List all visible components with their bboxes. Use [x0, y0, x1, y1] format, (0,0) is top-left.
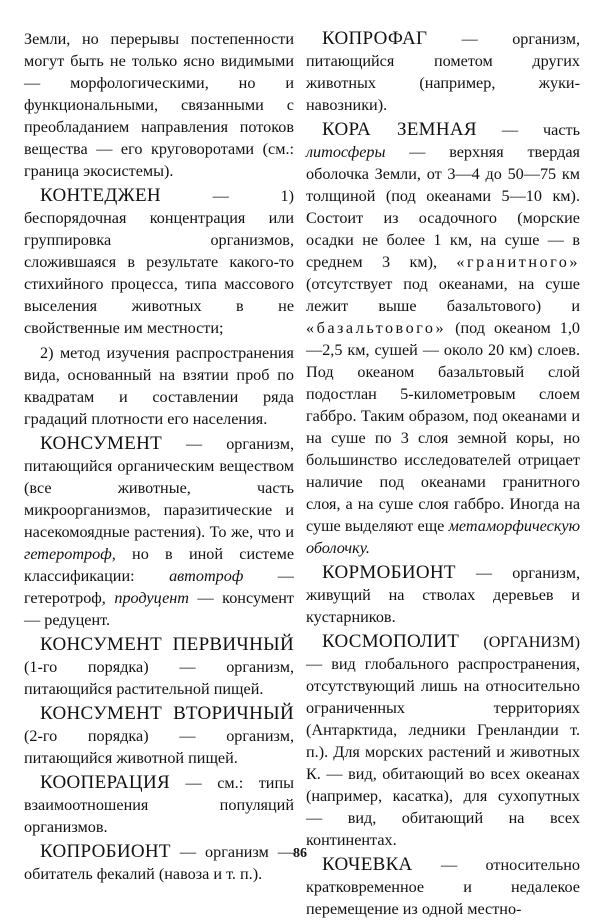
dictionary-entry: [306, 119, 580, 559]
entry-text: — гетеротроф,: [24, 567, 294, 607]
entry-text: — 1) беспорядочная концентрация или группировка организмов, сложившаяся в результате какого-то стихийного процесса, типа массового выселения животных в не свойственные им местности;: [24, 187, 294, 337]
entry-text: — организм, живущий на стволах деревьев и кустарников.: [306, 564, 580, 626]
entry-headword: КООПЕРАЦИЯ: [40, 772, 170, 793]
italic-term: литосферы: [306, 143, 386, 161]
entry-text: (2-го порядка) — организм, питающийся животной пищей.: [24, 727, 294, 767]
page-number: 86: [293, 846, 307, 861]
dictionary-entry: [24, 185, 294, 339]
dictionary-entry: [24, 634, 294, 700]
dictionary-entry: [306, 28, 580, 116]
italic-term: гетеротроф,: [24, 545, 116, 563]
dictionary-entry: [24, 703, 294, 769]
entry-text: — относительно кратковременное и недалекое перемещение из одной местно-: [306, 856, 580, 918]
entry-text: — организм, питающийся органическим веществом (все животные, часть микроорганизмов, паразитические и насекомоядные растения). То же, что и: [24, 435, 294, 541]
entry-headword: КОРМОБИОНТ: [322, 562, 456, 583]
entry-headword: КОНТЕДЖЕН: [40, 185, 161, 206]
dictionary-entry: [24, 772, 294, 838]
entry-text: (1-го порядка) — организм, питающийся растительной пищей.: [24, 658, 294, 698]
entry-text: — организм — обитатель фекалий (навоза и т. п.).: [24, 843, 294, 883]
entry-text: — организм, питающийся пометом других животных (например, жуки-навозники).: [306, 30, 580, 114]
entry-text: — верхняя твердая оболочка Земли, от 3—4 до 50—75 км толщиной (под океанами 5—10 км). Состоит из осадочного (морские осадки не более 1 км, на суше — в среднем 3 км),: [306, 143, 580, 271]
entry-headword: КОНСУМЕНТ ПЕРВИЧНЫЙ: [40, 634, 294, 655]
entry-text: (под океаном 1,0—2,5 км, сушей — около 20 км) слоев. Под океаном базальтовый слой подостлан 5-километровым слоем габбро. Таким образом, под океанами и на суше по 3 слоя земной коры, но большинство исследователей отрицает наличие под океанами гранитного слоя, а на суше слоя габбро. Иногда на суше выделяют еще: [306, 319, 580, 535]
entry-continuation: [24, 28, 294, 182]
dictionary-entry: [24, 433, 294, 631]
italic-term: автотроф: [169, 567, 244, 585]
right-column: [306, 28, 580, 923]
entry-continuation: [24, 342, 294, 430]
entry-text: (ОРГАНИЗМ) — вид глобального распространения, отсутствующий лишь на относительно ограниченных территориях (Антарктида, ледники Гренландии т. п.). Для морских растений и животных К. — вид, обитающий во всех океанах (например, касатка), для сухопутных — вид, обитающий на всех континентах.: [306, 633, 580, 849]
spaced-term: «гранитного»: [456, 253, 580, 271]
entry-text: Земли, но перерывы постепенности могут быть не только ясно видимыми — морфологическими, но и функциональными, связанными с преобладанием направления потоков вещества — его круговоротами (см.: граница экосистемы).: [24, 30, 294, 180]
entry-headword: КОПРОФАГ: [322, 28, 428, 49]
spaced-term: «базальтового»: [306, 319, 447, 337]
entry-text: но в иной системе классификации:: [24, 545, 294, 585]
entry-text: — часть: [476, 121, 580, 139]
dictionary-entry: [306, 854, 580, 920]
italic-term: продуцент: [114, 589, 189, 607]
entry-text: — см.: типы взаимоотношения популяций организмов.: [24, 774, 294, 836]
dictionary-entry: [306, 562, 580, 628]
entry-headword: КОРА ЗЕМНАЯ: [322, 119, 477, 140]
entry-text: (отсутствует под океанами, на суше лежит выше базальтового) и: [306, 275, 580, 315]
entry-headword: КОПРОБИОНТ: [40, 841, 171, 862]
italic-term: метаморфическую оболочку.: [306, 517, 580, 557]
entry-text: 2) метод изучения распространения вида, основанный на взятии проб по квадратам и составлении ряда градаций плотности его населения.: [24, 344, 294, 428]
entry-text: — консумент — редуцент.: [24, 589, 294, 629]
entry-headword: КОСМОПОЛИТ: [322, 631, 460, 652]
entry-headword: КОНСУМЕНТ: [40, 433, 163, 454]
left-column: [24, 28, 294, 888]
entry-headword: КОЧЕВКА: [322, 854, 413, 875]
entry-headword: КОНСУМЕНТ ВТОРИЧНЫЙ: [40, 703, 294, 724]
dictionary-entry: [306, 631, 580, 851]
